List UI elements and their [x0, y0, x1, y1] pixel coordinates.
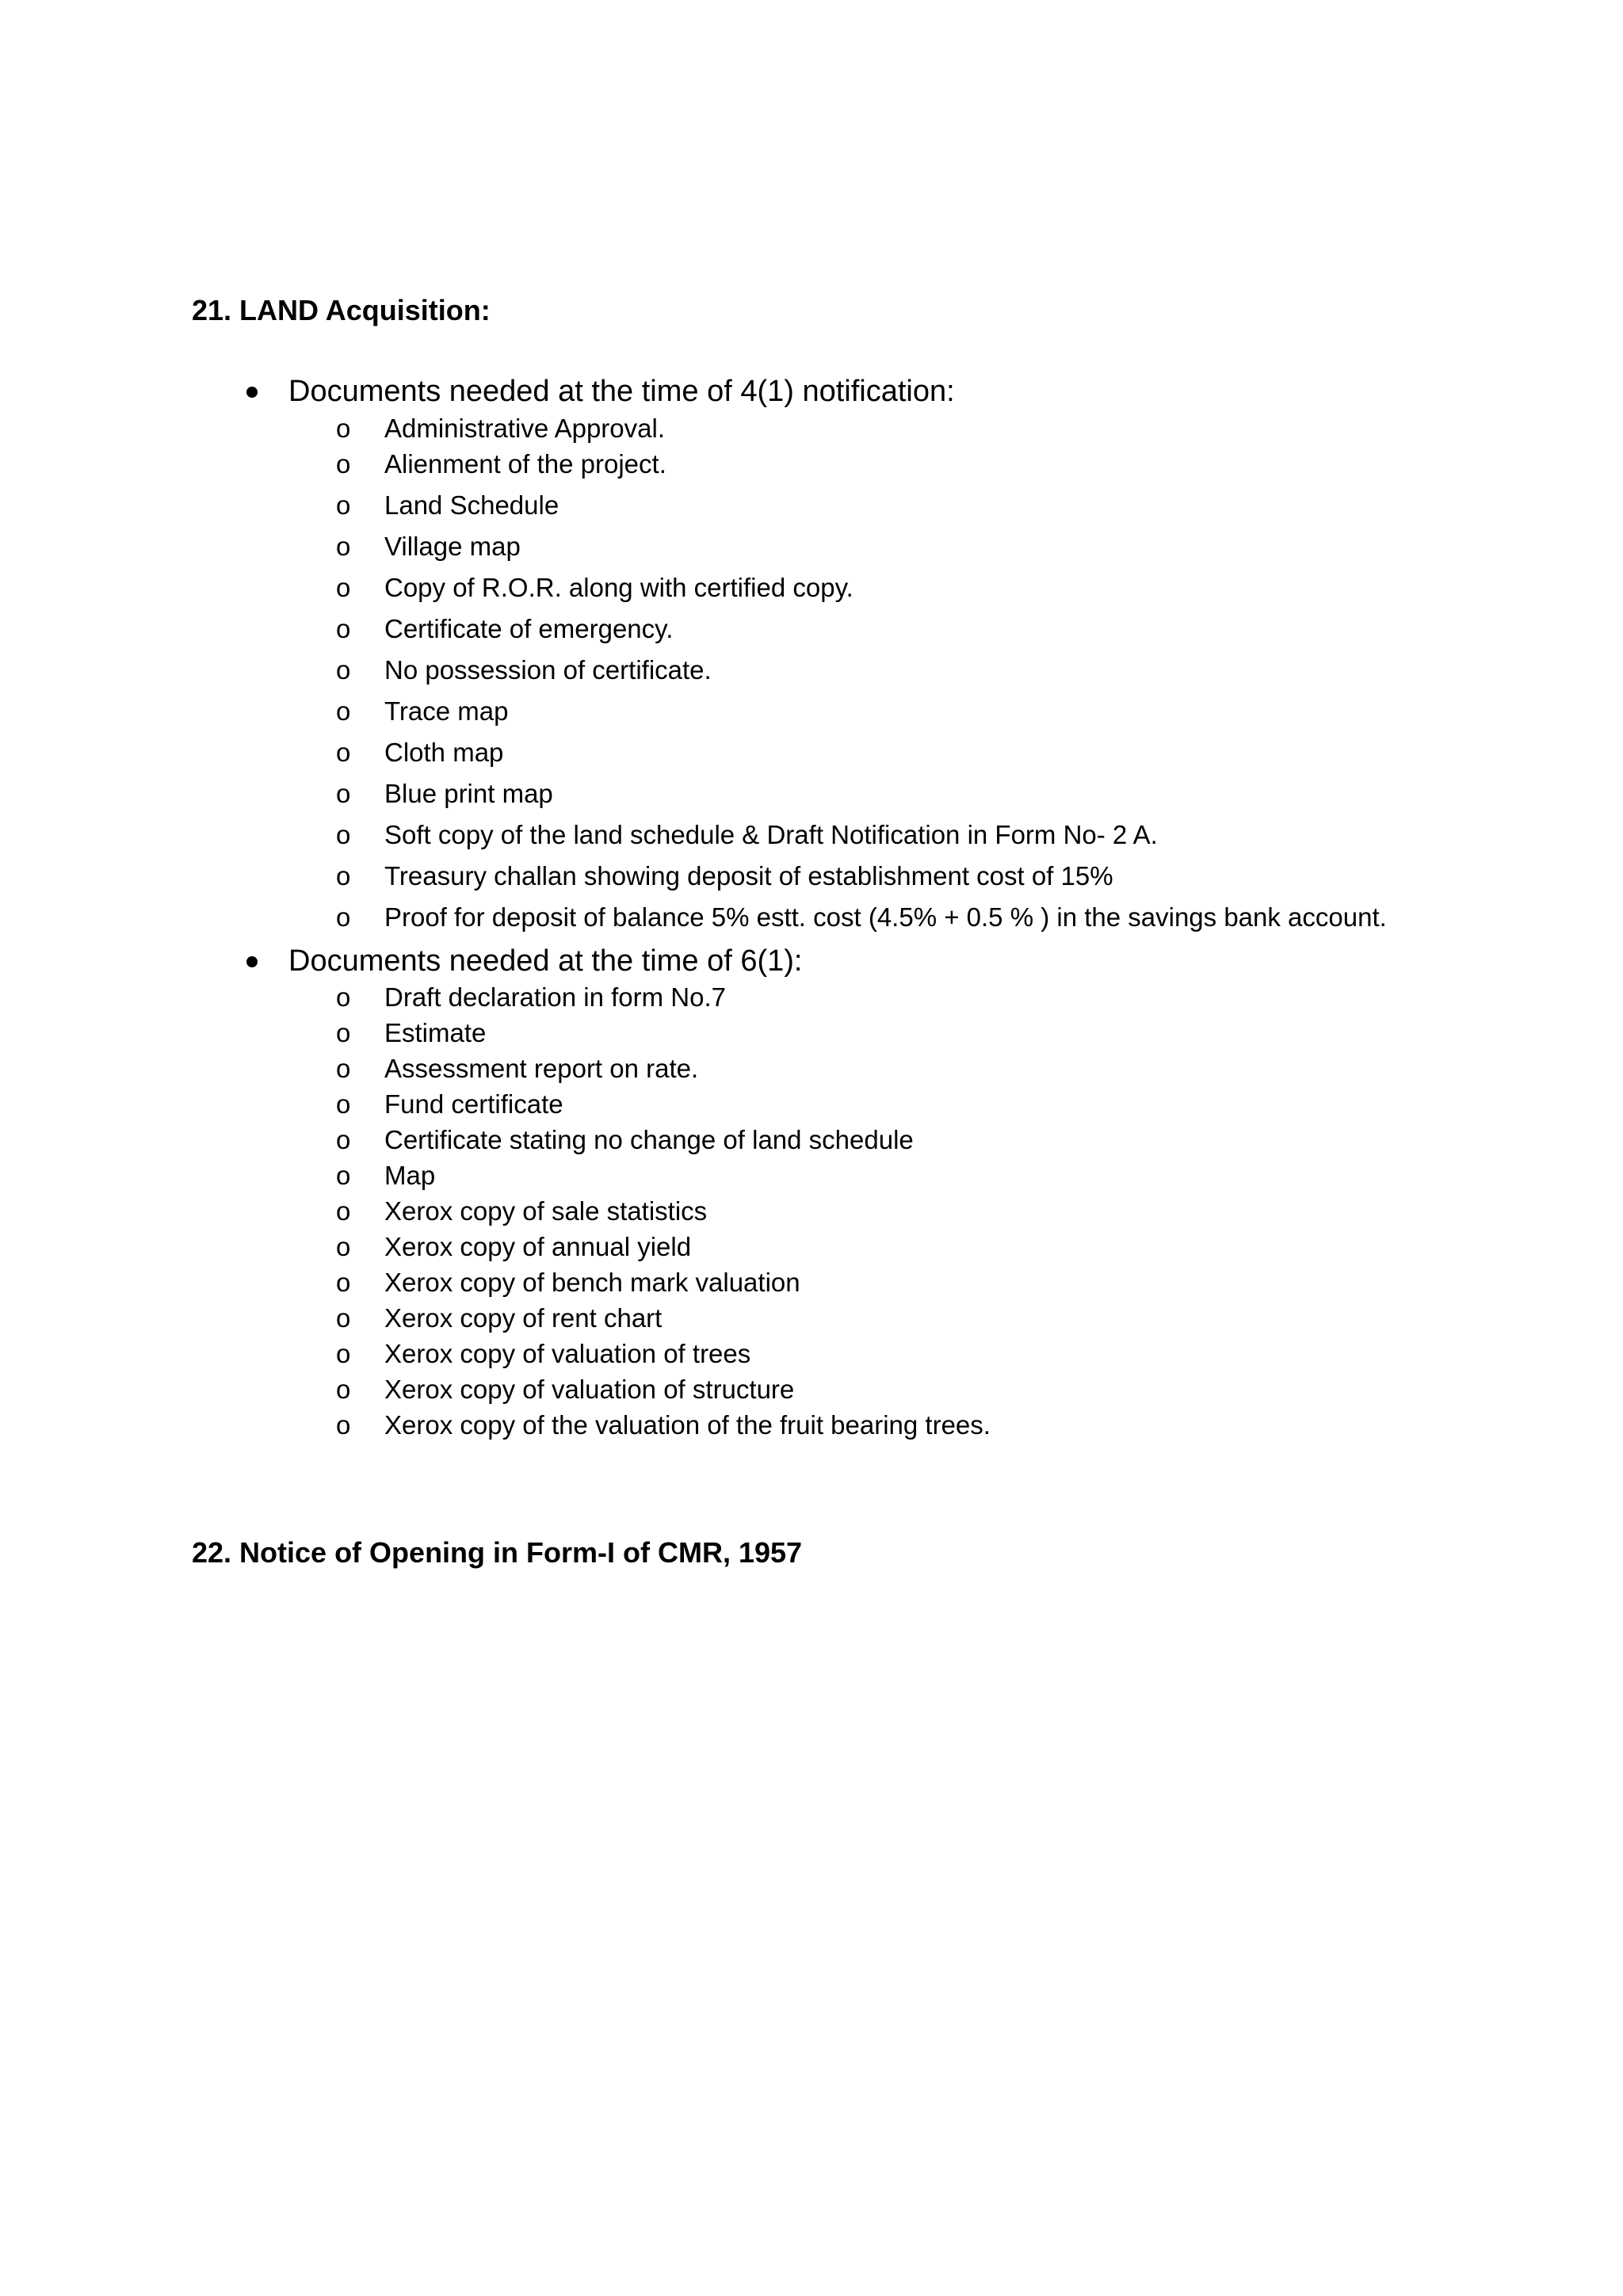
circle-bullet-icon: o [336, 861, 351, 891]
circle-bullet-icon: o [336, 1196, 351, 1226]
circle-bullet-icon: o [336, 1339, 351, 1368]
list-item-text: Fund certificate [384, 1089, 563, 1119]
list-item [0, 488, 1623, 523]
list-item-text: Xerox copy of the valuation of the fruit bearing trees. [384, 1410, 991, 1440]
circle-bullet-icon: o [336, 449, 351, 479]
section-21-heading: 21. LAND Acquisition: [192, 294, 491, 326]
circle-bullet-icon: o [336, 1232, 351, 1261]
list-item-text: Alienment of the project. [384, 449, 666, 479]
group-1-label: Documents needed at the time of 4(1) notification: [288, 375, 955, 408]
list-item [0, 1051, 1623, 1086]
list-item-text: Cloth map [384, 738, 504, 767]
circle-bullet-icon: o [336, 490, 351, 520]
list-item [0, 1265, 1623, 1300]
list-item-text: Certificate stating no change of land schedule [384, 1125, 914, 1154]
circle-bullet-icon: o [336, 532, 351, 561]
circle-bullet-icon: o [336, 1054, 351, 1083]
list-item-text: Trace map [384, 696, 509, 726]
list-item [0, 1408, 1623, 1443]
list-item-text: Xerox copy of valuation of trees [384, 1339, 751, 1368]
list-item [0, 1194, 1623, 1229]
list-item-text: Xerox copy of annual yield [384, 1232, 692, 1261]
circle-bullet-icon: o [336, 1410, 351, 1440]
list-item [0, 694, 1623, 729]
group-1-bullet [0, 372, 1623, 410]
list-item [0, 1087, 1623, 1122]
list-item [0, 1372, 1623, 1407]
list-item [0, 411, 1623, 446]
circle-bullet-icon: o [336, 1161, 351, 1190]
list-item-text: Copy of R.O.R. along with certified copy. [384, 573, 854, 602]
list-item-text: Certificate of emergency. [384, 614, 674, 643]
circle-bullet-icon: o [336, 1303, 351, 1333]
circle-bullet-icon: o [336, 982, 351, 1012]
circle-bullet-icon: o [336, 573, 351, 602]
list-item [0, 447, 1623, 482]
circle-bullet-icon: o [336, 614, 351, 643]
list-item-text: Land Schedule [384, 490, 559, 520]
list-item [0, 1301, 1623, 1336]
circle-bullet-icon: o [336, 1089, 351, 1119]
circle-bullet-icon: o [336, 655, 351, 685]
list-item [0, 735, 1623, 770]
list-item [0, 612, 1623, 646]
circle-bullet-icon: o [336, 696, 351, 726]
list-item [0, 900, 1623, 935]
section-22-heading: 22. Notice of Opening in Form-I of CMR, 1957 [192, 1536, 803, 1569]
group-2-bullet [0, 942, 1623, 980]
list-item-text: Treasury challan showing deposit of establishment cost of 15% [384, 861, 1113, 891]
list-item-text: Draft declaration in form No.7 [384, 982, 727, 1012]
list-item [0, 818, 1623, 852]
circle-bullet-icon: o [336, 902, 351, 932]
list-item-text: Estimate [384, 1018, 487, 1047]
circle-bullet-icon: o [336, 414, 351, 443]
list-item-text: Xerox copy of rent chart [384, 1303, 663, 1333]
list-item-text: Village map [384, 532, 521, 561]
list-item [0, 980, 1623, 1015]
circle-bullet-icon: o [336, 1125, 351, 1154]
circle-bullet-icon: o [336, 1018, 351, 1047]
list-item [0, 859, 1623, 894]
list-item [0, 529, 1623, 564]
list-item-text: No possession of certificate. [384, 655, 712, 685]
list-item-text: Proof for deposit of balance 5% estt. cost (4.5% + 0.5 % ) in the savings bank account. [384, 902, 1387, 932]
list-item [0, 653, 1623, 688]
circle-bullet-icon: o [336, 738, 351, 767]
circle-bullet-icon: o [336, 820, 351, 849]
list-item [0, 570, 1623, 605]
list-item-text: Administrative Approval. [384, 414, 665, 443]
list-item [0, 1337, 1623, 1371]
list-item-text: Soft copy of the land schedule & Draft Notification in Form No- 2 A. [384, 820, 1158, 849]
list-item [0, 776, 1623, 811]
list-item-text: Xerox copy of bench mark valuation [384, 1268, 800, 1297]
circle-bullet-icon: o [336, 1375, 351, 1404]
list-item [0, 1123, 1623, 1158]
list-item [0, 1158, 1623, 1193]
list-item-text: Assessment report on rate. [384, 1054, 699, 1083]
list-item-text: Xerox copy of valuation of structure [384, 1375, 795, 1404]
list-item [0, 1016, 1623, 1051]
group-2-label: Documents needed at the time of 6(1): [288, 944, 803, 978]
list-item-text: Blue print map [384, 779, 553, 808]
circle-bullet-icon: o [336, 1268, 351, 1297]
bullet-icon [246, 387, 258, 398]
list-item-text: Map [384, 1161, 436, 1190]
circle-bullet-icon: o [336, 779, 351, 808]
list-item-text: Xerox copy of sale statistics [384, 1196, 708, 1226]
bullet-icon [246, 956, 258, 967]
list-item [0, 1230, 1623, 1264]
